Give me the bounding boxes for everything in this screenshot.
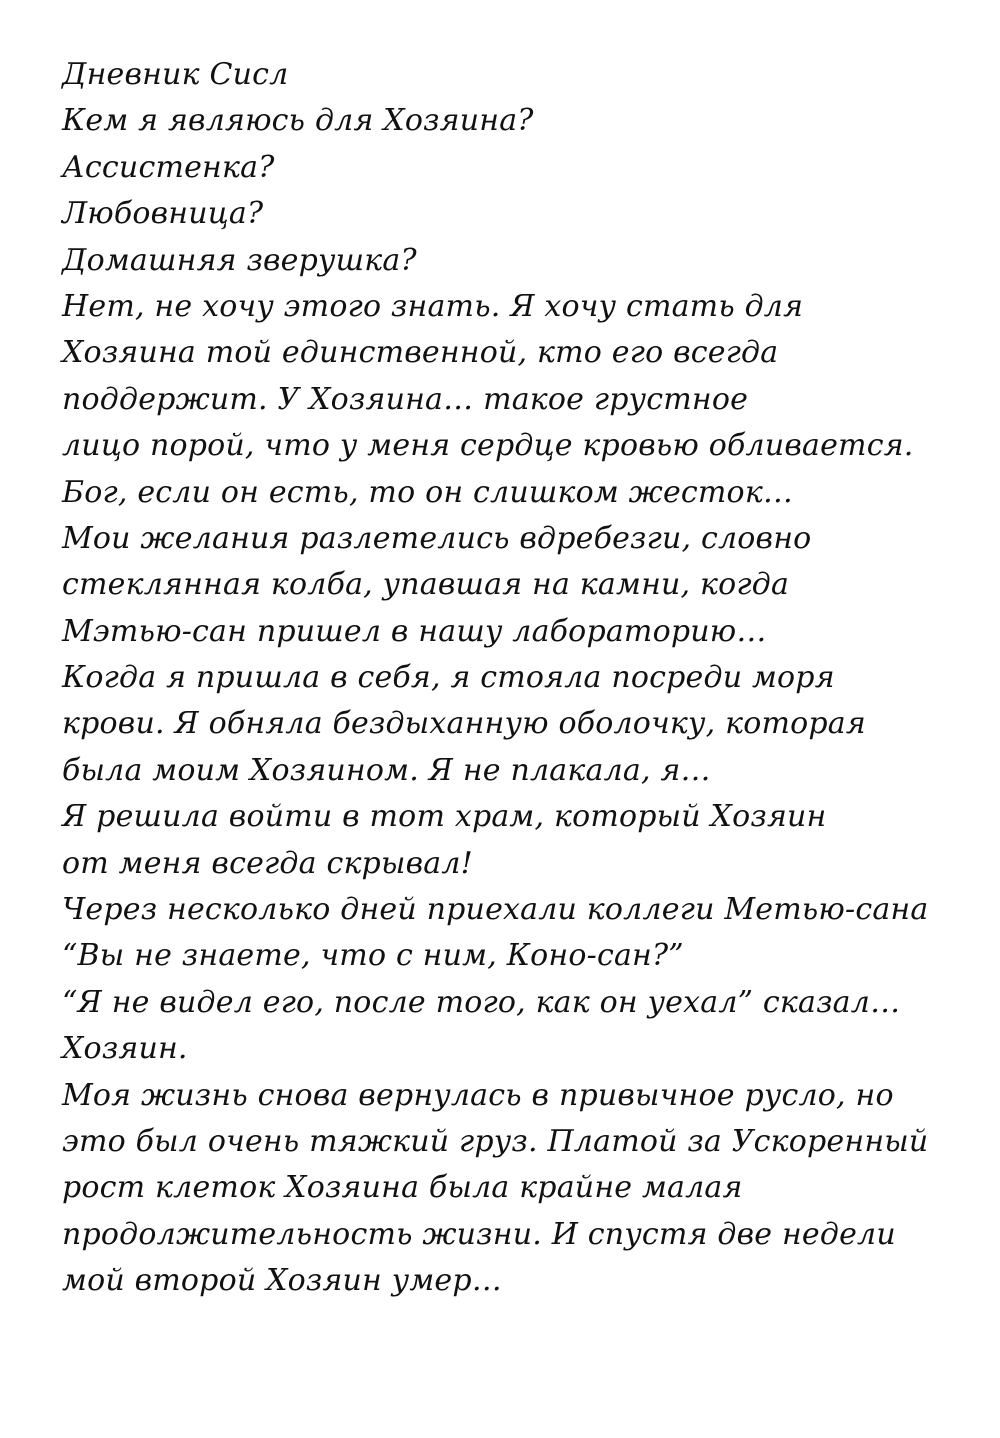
diary-line: Домашняя зверушка? <box>62 242 417 278</box>
diary-line: Хозяин. <box>62 1031 188 1067</box>
diary-line: мой второй Хозяин умер… <box>62 1263 502 1299</box>
diary-line: Я решила войти в тот храм, который Хозяин <box>62 799 827 835</box>
diary-line: это был очень тяжкий груз. Платой за Ускоренный <box>62 1123 929 1159</box>
diary-line: Мэтью-сан пришел в нашу лабораторию… <box>62 613 767 649</box>
diary-line: лицо порой, что у меня сердце кровью обливается. <box>62 428 914 464</box>
diary-line: поддержит. У Хозяина… такое грустное <box>62 381 749 417</box>
diary-line: “Вы не знаете, что с ним, Коно-сан?” <box>62 938 684 974</box>
diary-line: рост клеток Хозяина была крайне малая <box>62 1170 743 1206</box>
diary-title: Дневник Сисл <box>62 57 289 92</box>
diary-line: от меня всегда скрывал! <box>62 845 473 881</box>
diary-line: Кем я являюсь для Хозяина? <box>62 103 534 139</box>
diary-line: продолжительность жизни. И спустя две недели <box>62 1216 896 1252</box>
diary-line: крови. Я обняла бездыханную оболочку, которая <box>62 706 866 742</box>
diary-line: Через несколько дней приехали коллеги Метью-сана <box>62 892 929 928</box>
diary-text <box>62 52 982 1305</box>
diary-line: Любовница? <box>62 196 264 232</box>
diary-line: Когда я пришла в себя, я стояла посреди моря <box>62 660 835 696</box>
diary-line: “Я не видел его, после того, как он уехал” сказал… <box>62 984 901 1020</box>
diary-line: Хозяина той единственной, кто его всегда <box>62 335 779 371</box>
diary-line: Мои желания разлетелись вдребезги, словно <box>62 520 812 556</box>
diary-line: Бог, если он есть, то он слишком жесток… <box>62 474 794 510</box>
diary-line: стеклянная колба, упавшая на камни, когда <box>62 567 790 603</box>
diary-line: Ассистенка? <box>62 149 275 185</box>
diary-line: была моим Хозяином. Я не плакала, я… <box>62 752 711 788</box>
diary-line: Моя жизнь снова вернулась в привычное русло, но <box>62 1077 894 1113</box>
diary-line: Нет, не хочу этого знать. Я хочу стать для <box>62 288 804 324</box>
